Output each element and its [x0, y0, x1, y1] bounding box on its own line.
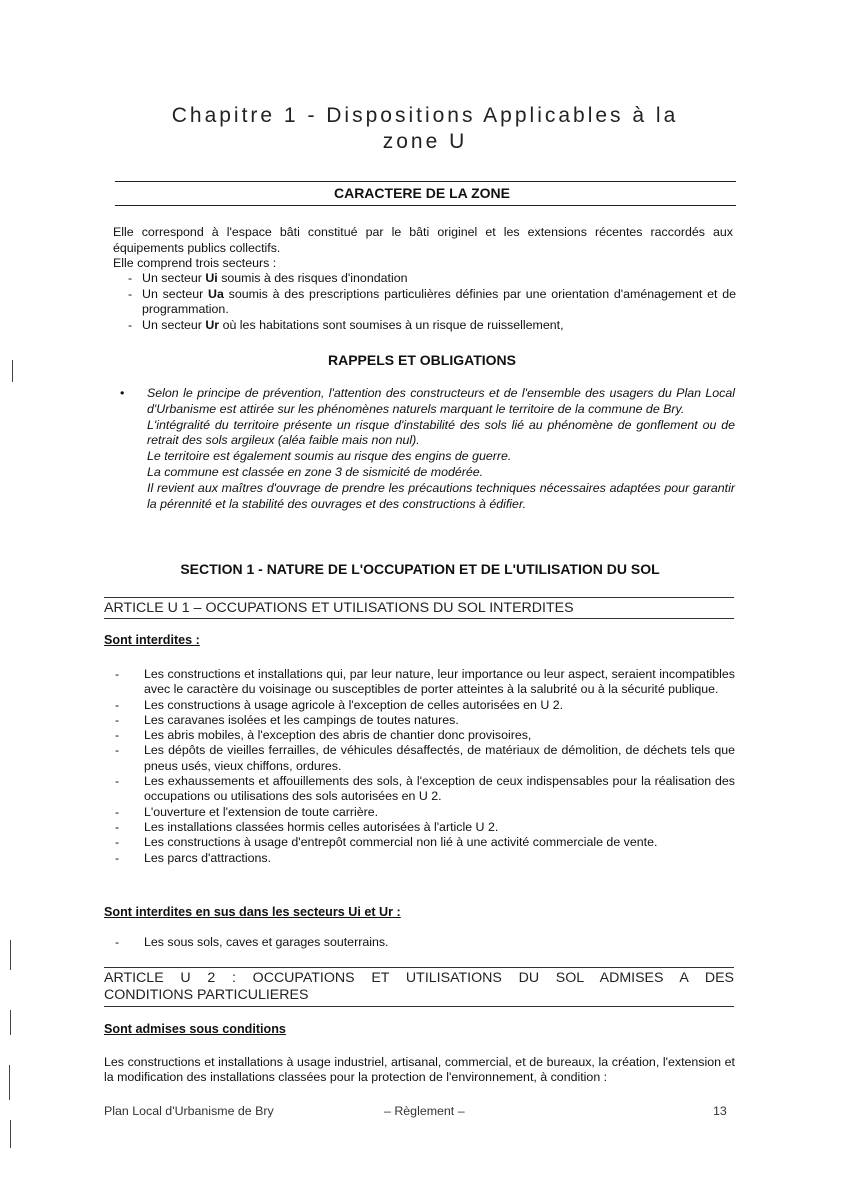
secteur-code: Ur [205, 317, 220, 332]
caractere-text [113, 225, 733, 272]
article1-subhead: Sont interdites : [104, 633, 200, 647]
list-item: - Les constructions à usage agricole à l'exception de celles autorisées en U 2. [115, 698, 735, 713]
article1-subhead2: Sont interdites en sus dans les secteurs Ui et Ur : [104, 905, 401, 919]
list-item-text: Les sous sols, caves et garages souterrains. [144, 935, 389, 949]
section1-heading: SECTION 1 - NATURE DE L'OCCUPATION ET DE L'UTILISATION DU SOL [180, 561, 660, 577]
list-item-text: Les installations classées hormis celles autorisées à l'article U 2. [144, 819, 499, 834]
rappels-line: L'intégralité du territoire présente un risque d'instabilité des sols lié au phénomène de gonflement ou de retrait des sols argileux (aléa faible mais non nul). [147, 417, 735, 448]
footer-page-number: 13 [713, 1104, 727, 1118]
footer-center: – Règlement – [384, 1104, 465, 1118]
list-item: - Les abris mobiles, à l'exception des abris de chantier donc provisoires, [115, 728, 735, 743]
rappels-line: La commune est classée en zone 3 de sismicité de modérée. [147, 464, 484, 479]
secteur-prefix: Un secteur [142, 317, 206, 332]
list-item: - Les parcs d'attractions. [115, 851, 735, 866]
divider-top [115, 181, 736, 182]
list-item: - Les caravanes isolées et les campings de toutes natures. [115, 713, 735, 728]
list-item: - Les dépôts de vieilles ferrailles, de véhicules désaffectés, de matériaux de démolition, de déchets tels que pneus usés, vieux chiffons, ordures. [115, 743, 735, 773]
list-item: - L'ouverture et l'extension de toute carrière. [115, 805, 735, 820]
list-item: - Les exhaussements et affouillements des sols, à l'exception de ceux indispensables pour la réalisation des occupations ou utilisations des sols autorisées en U 2. [115, 774, 735, 804]
bullet-icon: • [120, 386, 125, 400]
article2-title-line1: ARTICLE U 2 : OCCUPATIONS ET UTILISATIONS DU SOL ADMISES A DES [104, 970, 734, 986]
secteur-prefix: Un secteur [142, 271, 206, 285]
list-item-text: Les dépôts de vieilles ferrailles, de véhicules désaffectés, de matériaux de démolition, de déchets tels que pneus usés, vieux chiffons, ordures. [144, 743, 735, 773]
scan-artifact [9, 1065, 10, 1100]
article2-rule-top [104, 967, 734, 968]
list-item-text: Les constructions et installations qui, par leur nature, leur importance ou leur aspect, seraient incompatibles avec le caractère du voisinage ou susceptibles de porter atteintes à la salubrité ou à la sécurité publique. [144, 667, 735, 697]
list-item-text: Les abris mobiles, à l'exception des abris de chantier donc provisoires, [144, 728, 532, 743]
article1-list [115, 667, 735, 866]
article1-rule-bottom [104, 618, 734, 619]
rappels-line: Il revient aux maîtres d'ouvrage de prendre les précautions techniques nécessaires adaptées pour garantir la pérennité et la stabilité des ouvrages et des constructions à édifier. [147, 480, 735, 511]
caractere-heading: CARACTERE DE LA ZONE [333, 185, 511, 201]
list-dash: - [128, 317, 133, 332]
chapter-title-line2: zone U [382, 130, 468, 153]
list-item: - Les constructions à usage d'entrepôt commercial non lié à une activité commerciale de vente. [115, 835, 735, 850]
rappels-line: Selon le principe de prévention, l'attention des constructeurs et de l'ensemble des usagers du Plan Local d'Urbanisme est attirée sur les phénomènes naturels marquant le territoire de la commune de Bry. [147, 386, 735, 416]
list-item-text: Les constructions à usage d'entrepôt commercial non lié à une activité commerciale de vente. [144, 835, 658, 850]
list-dash: - [128, 286, 133, 301]
scan-artifact [12, 360, 13, 382]
rappels-line: Le territoire est également soumis au risque des engins de guerre. [147, 449, 512, 464]
rappels-block [120, 386, 735, 512]
article2-title-line2: CONDITIONS PARTICULIERES [104, 987, 309, 1003]
footer-left: Plan Local d'Urbanisme de Bry [104, 1104, 274, 1118]
chapter-title-line1: Chapitre 1 - Dispositions Applicables à la [171, 104, 679, 127]
secteur-prefix: Un secteur [142, 286, 209, 301]
caractere-comprend: Elle comprend trois secteurs : [113, 256, 277, 270]
scan-artifact [10, 1120, 11, 1148]
secteurs-list [128, 271, 736, 333]
scan-artifact [10, 940, 11, 970]
list-item [128, 318, 736, 334]
article2-subhead: Sont admises sous conditions [104, 1022, 286, 1036]
list-item: - Les installations classées hormis celles autorisées à l'article U 2. [115, 820, 735, 835]
secteur-text: où les habitations sont soumises à un risque de ruissellement, [219, 317, 564, 332]
article2-text: Les constructions et installations à usage industriel, artisanal, commercial, et de bureaux, la création, l'extension et la modification des installations classées pour la protection de l'environnement, à condition : [104, 1055, 735, 1085]
secteur-code: Ua [208, 286, 224, 301]
list-item-text: Les exhaussements et affouillements des sols, à l'exception de ceux indispensables pour la réalisation des occupations ou utilisations des sols autorisées en U 2. [144, 774, 735, 804]
article2-rule-bottom [104, 1006, 734, 1007]
list-item [128, 271, 736, 287]
article1-rule-top [104, 597, 734, 598]
secteur-text: soumis à des prescriptions particulières définies par une orientation d'aménagement et de programmation. [142, 286, 736, 316]
list-item-text: Les constructions à usage agricole à l'exception de celles autorisées en U 2. [144, 697, 564, 712]
article1-title: ARTICLE U 1 – OCCUPATIONS ET UTILISATIONS DU SOL INTERDITES [104, 600, 574, 616]
list-item [128, 287, 736, 318]
list-item: - Les sous sols, caves et garages souterrains. [115, 935, 735, 950]
caractere-intro: Elle correspond à l'espace bâti constitué par le bâti originel et les extensions récentes raccordés aux équipements publics collectifs. [113, 225, 733, 255]
rappels-heading: RAPPELS ET OBLIGATIONS [328, 352, 516, 368]
article1-list2 [115, 935, 735, 950]
scan-artifact [10, 1010, 11, 1035]
list-item: - Les constructions et installations qui, par leur nature, leur importance ou leur aspect, seraient incompatibles avec le caractère du voisinage ou susceptibles de porter atteintes à la salubrité ou à la sécurité publique. [115, 667, 735, 697]
divider-bottom [115, 205, 736, 206]
secteur-code: Ui [205, 271, 218, 285]
secteur-text: soumis à des risques d'inondation [217, 271, 408, 285]
list-item-text: Les parcs d'attractions. [144, 850, 272, 865]
list-dash: - [128, 271, 133, 285]
list-item-text: Les caravanes isolées et les campings de toutes natures. [144, 712, 459, 727]
list-item-text: L'ouverture et l'extension de toute carrière. [144, 804, 379, 819]
